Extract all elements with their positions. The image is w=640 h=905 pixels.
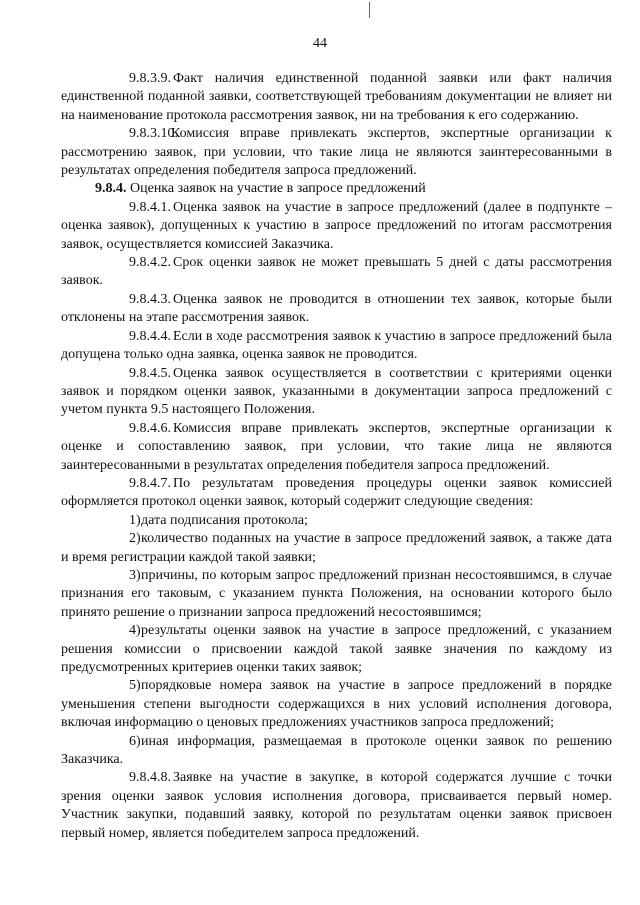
paragraph-number: 9.8.4.2.: [129, 255, 171, 271]
paragraph-text: Оценка заявок не проводится в отношении тех заявок, которые были отклонены на этапе рассмотрения заявок.: [61, 291, 612, 326]
list-item: [61, 733, 612, 770]
paragraph-9-8-3-9: [61, 70, 612, 125]
list-item-number: 3): [129, 567, 141, 583]
paragraph-number: 9.8.4.1.: [129, 199, 171, 215]
list-item: [61, 677, 612, 732]
paragraph-text: Оценка заявок осуществляется в соответствии с критериями оценки заявок и порядком оценки заявок, указанными в документации запроса предложений с учетом пункта 9.5 настоящего Положения.: [61, 365, 612, 418]
list-item-number: 4): [129, 623, 141, 639]
paragraph-9-8-4-7: [61, 475, 612, 512]
paragraph-number: 9.8.4.8.: [129, 770, 171, 786]
list-item: [61, 530, 612, 567]
list-item: [61, 622, 612, 677]
list-item-text: иная информация, размещаемая в протоколе оценки заявок по решению Заказчика.: [61, 733, 612, 768]
paragraph-9-8-3-10: [61, 125, 612, 180]
list-item-number: 6): [129, 733, 141, 749]
section-title: Оценка заявок на участие в запросе предложений: [130, 181, 426, 197]
list-item-number: 2): [129, 531, 141, 547]
paragraph-text: По результатам проведения процедуры оценки заявок комиссией оформляется протокол оценки заявок, который содержит следующие сведения:: [61, 475, 612, 510]
paragraph-number: 9.8.4.4.: [129, 328, 171, 344]
paragraph-text: Заявке на участие в закупке, в которой содержатся лучшие с точки зрения оценки заявок условия исполнения договора, присваивается первый номер. Участник закупки, подавший заявку, которой по результатам оценки заявок присвоен первый номер, является победителем запроса предложений.: [61, 770, 612, 841]
paragraph-number: 9.8.4.3.: [129, 291, 171, 307]
list-item-text: причины, по которым запрос предложений признан несостоявшимся, в случае признания его таковым, с указанием пункта Положения, на основании которого было принято решение о признании запроса предложений несостоявшимся;: [61, 567, 612, 620]
paragraph-9-8-4-4: [61, 328, 612, 365]
scan-mark: [369, 2, 370, 18]
list-item-text: результаты оценки заявок на участие в запросе предложений, с указанием решения комиссии о присвоении каждой такой заявке значения по каждому из предусмотренных критериев оценки таких заявок;: [61, 623, 612, 675]
list-item-number: 5): [129, 678, 141, 694]
paragraph-number: 9.8.4.5.: [129, 365, 171, 381]
section-heading-9-8-4: [61, 180, 612, 198]
list-item: [61, 512, 612, 530]
paragraph-text: Комиссия вправе привлекать экспертов, экспертные организации к оценке и сопоставлению заявок, при условии, что такие лица не являются заинтересованными в результатах определения победителя запроса предложений.: [61, 420, 612, 473]
page-number: 44: [313, 36, 327, 51]
paragraph-text: Факт наличия единственной поданной заявки или факт наличия единственной поданной заявки, соответствующей требованиям документации не влияет ни на наименование протокола рассмотрения заявок, ни на требования к его содержанию.: [61, 71, 612, 123]
paragraph-9-8-4-5: [61, 365, 612, 420]
paragraph-9-8-4-3: [61, 291, 612, 328]
list-item-text: дата подписания протокола;: [141, 512, 308, 528]
paragraph-9-8-4-8: [61, 769, 612, 843]
document-body: [61, 70, 612, 843]
paragraph-9-8-4-1: [61, 199, 612, 254]
paragraph-number: 9.8.3.9.: [129, 71, 171, 86]
paragraph-text: Срок оценки заявок не может превышать 5 дней с даты рассмотрения заявок.: [61, 255, 612, 289]
paragraph-9-8-4-2: [61, 254, 612, 291]
list-item-text: количество поданных на участие в запросе предложений заявок, а также дата и время регистрации каждой такой заявки;: [61, 531, 612, 565]
paragraph-number: 9.8.3.10.: [129, 126, 178, 142]
list-item-number: 1): [129, 512, 141, 528]
paragraph-number: 9.8.4.6.: [129, 420, 171, 436]
paragraph-9-8-4-6: [61, 420, 612, 475]
paragraph-text: Если в ходе рассмотрения заявок к участию в запросе предложений была допущена только одна заявка, оценка заявок не проводится.: [61, 328, 612, 363]
paragraph-number: 9.8.4.7.: [129, 475, 171, 491]
list-item-text: порядковые номера заявок на участие в запросе предложений в порядке уменьшения степени выгодности содержащихся в них условий исполнения договора, включая информацию о ценовых предложениях участников запроса предложений;: [61, 678, 612, 731]
paragraph-text: Комиссия вправе привлекать экспертов, экспертные организации к рассмотрению заявок, при условии, что такие лица не являются заинтересованными в результатах определения победителя запроса предложений.: [61, 126, 612, 179]
paragraph-text: Оценка заявок на участие в запросе предложений (далее в подпункте – оценка заявок), допущенных к участию в запросе предложений по итогам рассмотрения заявок, осуществляется комиссией Заказчика.: [61, 199, 612, 252]
section-number: 9.8.4.: [95, 181, 127, 197]
list-item: [61, 567, 612, 622]
